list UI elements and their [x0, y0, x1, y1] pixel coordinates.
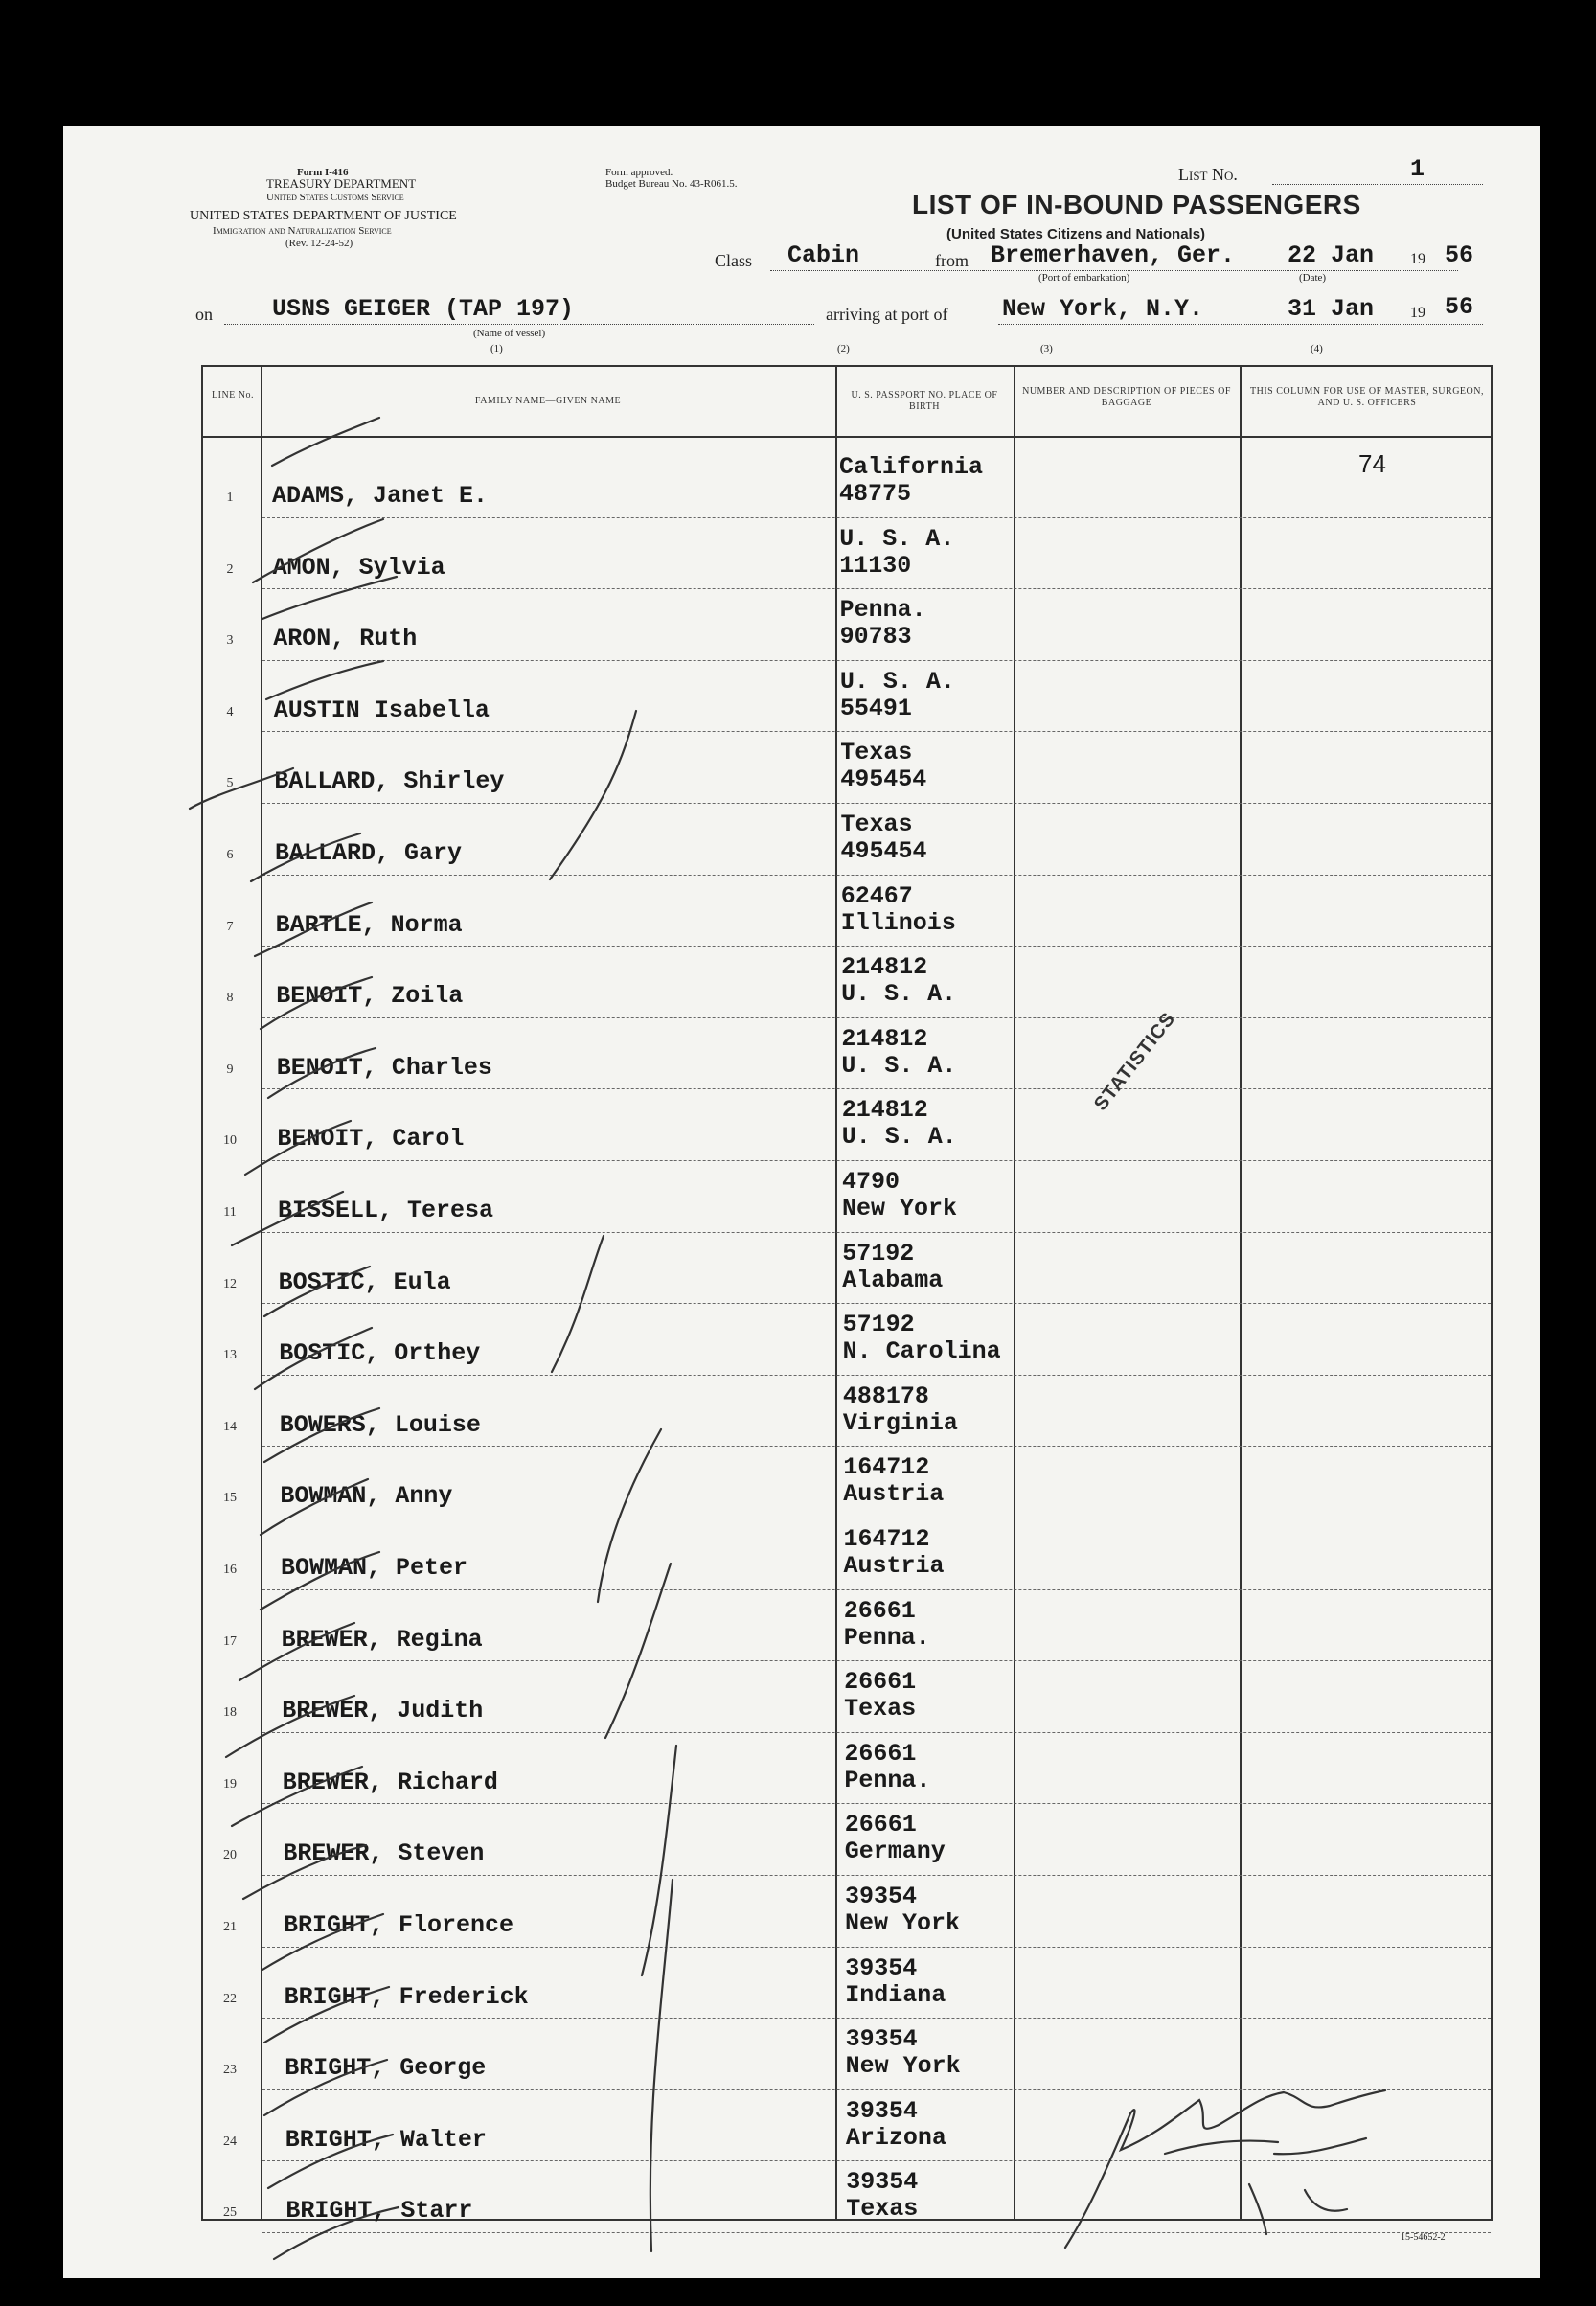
row-passport-line2: U. S. A.	[841, 1051, 957, 1080]
class-value: Cabin	[787, 241, 860, 269]
on-label: on	[195, 305, 213, 324]
row-passport-line2: 90783	[839, 623, 912, 651]
row-passenger-name: BALLARD, Shirley	[274, 767, 505, 796]
form-approved: Form approved.	[605, 167, 673, 178]
row-passport-line2: New York	[845, 1909, 961, 1937]
row-passenger-name: BRIGHT, Starr	[285, 2197, 473, 2226]
header-line-no: LINE No.	[212, 390, 254, 400]
row-line-number: 17	[223, 1633, 237, 1649]
row-passport-line1: 26661	[844, 1739, 917, 1768]
manifest-sheet	[63, 126, 1540, 2278]
annotation-74: 74	[1358, 449, 1386, 478]
row-line-number: 19	[223, 1776, 237, 1792]
row-passport-line1: 164712	[843, 1525, 930, 1553]
row-passenger-name: BREWER, Richard	[282, 1768, 498, 1796]
row-passport-line1: 26661	[843, 1596, 916, 1625]
row-passport-line1: 488178	[842, 1381, 929, 1410]
row-passport-line2: Virginia	[842, 1408, 958, 1437]
row-passport-line1: Texas	[840, 811, 913, 838]
handwriting-overlay	[63, 126, 1540, 2278]
row-passport-line1: 57192	[842, 1239, 915, 1267]
depart-year-prefix: 19	[1410, 251, 1425, 267]
row-passport-line2: Penna.	[844, 1766, 931, 1794]
row-passport-line1: 164712	[843, 1453, 930, 1482]
row-passenger-name: BALLARD, Gary	[275, 839, 463, 867]
ins-service: Immigration and Naturalization Service	[213, 225, 392, 237]
row-line-number: 7	[226, 919, 234, 934]
row-passport-line2: Austria	[843, 1480, 945, 1509]
row-passport-line1: 214812	[841, 953, 928, 982]
row-line-number: 10	[223, 1133, 237, 1149]
form-number: Form I-416	[297, 167, 349, 178]
row-passport-line1: California	[839, 453, 984, 481]
row-passport-line2: 55491	[839, 694, 912, 722]
port-embarkation: Bremerhaven, Ger.	[991, 241, 1236, 269]
row-passport-line1: 39354	[845, 2096, 918, 2125]
row-line-number: 15	[223, 1491, 237, 1506]
row-passport-line1: 4790	[842, 1168, 901, 1196]
row-passenger-name: BENOIT, Charles	[276, 1053, 492, 1082]
row-line-number: 9	[226, 1062, 234, 1077]
row-line-number: 23	[223, 2063, 237, 2078]
customs-service: United States Customs Service	[266, 192, 404, 203]
port-arrival: New York, N.Y.	[1002, 295, 1204, 323]
row-passport-line2: New York	[845, 2052, 961, 2081]
row-passport-line1: U. S. A.	[839, 667, 955, 696]
header-passport: U. S. PASSPORT NO. PLACE OF BIRTH	[851, 390, 998, 412]
row-line-number: 22	[223, 1991, 237, 2006]
row-line-number: 2	[226, 561, 234, 577]
row-passport-line1: 214812	[841, 1024, 928, 1053]
depart-date: 22 Jan	[1288, 241, 1375, 269]
row-line-number: 14	[223, 1419, 237, 1434]
vessel-caption: (Name of vessel)	[473, 328, 546, 339]
row-line-number: 24	[223, 2134, 237, 2149]
row-passport-line2: Alabama	[842, 1266, 944, 1294]
column-caption-3: (3)	[1040, 343, 1053, 354]
row-passport-line2: U. S. A.	[841, 1123, 957, 1152]
page-subtitle: (United States Citizens and Nationals)	[946, 226, 1206, 242]
row-passport-line1: U. S. A.	[839, 524, 955, 553]
arriving-label: arriving at port of	[826, 305, 948, 324]
list-no-label: List No.	[1178, 165, 1238, 184]
row-passport-line1: 39354	[845, 2025, 918, 2054]
row-passport-line2: Illinois	[840, 908, 956, 937]
row-passport-line1: 214812	[841, 1096, 928, 1125]
row-passenger-name: BREWER, Judith	[282, 1697, 484, 1725]
row-line-number: 6	[226, 848, 234, 862]
row-line-number: 18	[223, 1705, 237, 1721]
row-line-number: 25	[223, 2205, 237, 2221]
row-passenger-name: BRIGHT, Florence	[284, 1911, 514, 1939]
column-caption-1: (1)	[490, 343, 503, 354]
row-passport-line2: Texas	[846, 2195, 919, 2224]
row-passenger-name: AUSTIN Isabella	[273, 696, 490, 724]
row-passenger-name: BOSTIC, Orthey	[279, 1339, 481, 1368]
date-caption: (Date)	[1299, 272, 1327, 284]
list-no-value: 1	[1410, 155, 1425, 183]
row-passenger-name: BREWER, Regina	[281, 1625, 483, 1654]
header-baggage: NUMBER AND DESCRIPTION OF PIECES OF BAGGAGE	[1022, 386, 1231, 408]
row-passport-line1: 39354	[845, 1883, 918, 1910]
budget-bureau: Budget Bureau No. 43-R061.5.	[605, 178, 738, 190]
row-passenger-name: BISSELL, Teresa	[278, 1197, 494, 1224]
row-passenger-name: BENOIT, Carol	[277, 1125, 465, 1153]
row-passport-line2: Texas	[844, 1695, 917, 1724]
vessel-name: USNS GEIGER (TAP 197)	[272, 295, 575, 323]
column-caption-4: (4)	[1311, 343, 1323, 354]
row-line-number: 11	[223, 1205, 237, 1220]
port-embarkation-caption: (Port of embarkation)	[1038, 272, 1130, 284]
row-passport-line2: 11130	[839, 551, 912, 580]
row-passenger-name: BRIGHT, Frederick	[284, 1982, 529, 2011]
row-passport-line1: 26661	[844, 1668, 917, 1697]
treasury-dept: TREASURY DEPARTMENT	[266, 176, 417, 191]
row-passport-line2: Austria	[843, 1552, 945, 1580]
row-passport-line2: Germany	[844, 1838, 946, 1866]
arrival-year: 56	[1445, 293, 1474, 321]
header-name: FAMILY NAME—GIVEN NAME	[474, 396, 622, 406]
row-passenger-name: BARTLE, Norma	[275, 910, 463, 939]
statistics-stamp: STATISTICS	[1090, 1008, 1180, 1115]
page-title: LIST OF IN-BOUND PASSENGERS	[912, 190, 1361, 219]
revision: (Rev. 12-24-52)	[285, 238, 353, 249]
row-line-number: 13	[223, 1348, 237, 1363]
arrival-year-prefix: 19	[1410, 305, 1425, 321]
row-passport-line1: 57192	[842, 1311, 915, 1339]
column-caption-2: (2)	[837, 343, 850, 354]
row-line-number: 20	[223, 1848, 237, 1863]
row-passenger-name: BOWMAN, Peter	[281, 1554, 468, 1582]
row-passport-line2: Indiana	[845, 1980, 946, 2009]
row-passport-line1: 39354	[845, 1953, 918, 1982]
row-passenger-name: BOWMAN, Anny	[280, 1482, 453, 1511]
row-passport-line1: Texas	[840, 739, 913, 767]
from-label: from	[935, 251, 969, 270]
row-line-number: 21	[223, 1920, 237, 1934]
row-line-number: 1	[226, 491, 234, 505]
row-passenger-name: ADAMS, Janet E.	[272, 482, 489, 510]
row-passenger-name: BRIGHT, George	[285, 2054, 487, 2083]
row-passport-line2: 495454	[840, 765, 927, 794]
row-passenger-name: ARON, Ruth	[273, 625, 418, 653]
row-passenger-name: BOSTIC, Eula	[278, 1267, 451, 1296]
row-passport-line2: U. S. A.	[841, 980, 957, 1009]
row-passport-line1: 39354	[846, 2168, 919, 2197]
row-passport-line2: Arizona	[845, 2123, 946, 2152]
row-passport-line1: 62467	[840, 881, 913, 910]
row-passenger-name: AMON, Sylvia	[272, 553, 445, 582]
row-line-number: 12	[223, 1276, 237, 1291]
row-line-number: 8	[226, 991, 234, 1006]
justice-dept: UNITED STATES DEPARTMENT OF JUSTICE	[190, 209, 457, 223]
row-passenger-name: BENOIT, Zoila	[276, 982, 464, 1011]
header-officers: THIS COLUMN FOR USE OF MASTER, SURGEON, AND U. S. OFFICERS	[1250, 386, 1484, 408]
row-line-number: 4	[226, 704, 234, 719]
class-label: Class	[715, 251, 753, 270]
row-passport-line1: 26661	[844, 1811, 917, 1839]
depart-year: 56	[1445, 241, 1474, 269]
row-line-number: 5	[226, 776, 234, 791]
row-passport-line2: 48775	[839, 480, 912, 508]
row-passport-line1: Penna.	[839, 596, 926, 625]
footer-code: 15-54652-2	[1401, 2232, 1446, 2243]
row-passport-line2: Penna.	[843, 1623, 930, 1652]
row-passenger-name: BRIGHT, Walter	[285, 2125, 487, 2154]
row-line-number: 16	[223, 1563, 237, 1577]
row-passport-line2: N. Carolina	[842, 1337, 1001, 1366]
row-line-number: 3	[226, 633, 234, 649]
row-passport-line2: 495454	[840, 837, 927, 865]
row-passenger-name: BOWERS, Louise	[279, 1410, 481, 1439]
arrival-date: 31 Jan	[1288, 295, 1375, 323]
row-passenger-name: BREWER, Steven	[283, 1839, 485, 1868]
row-passport-line2: New York	[842, 1195, 958, 1222]
